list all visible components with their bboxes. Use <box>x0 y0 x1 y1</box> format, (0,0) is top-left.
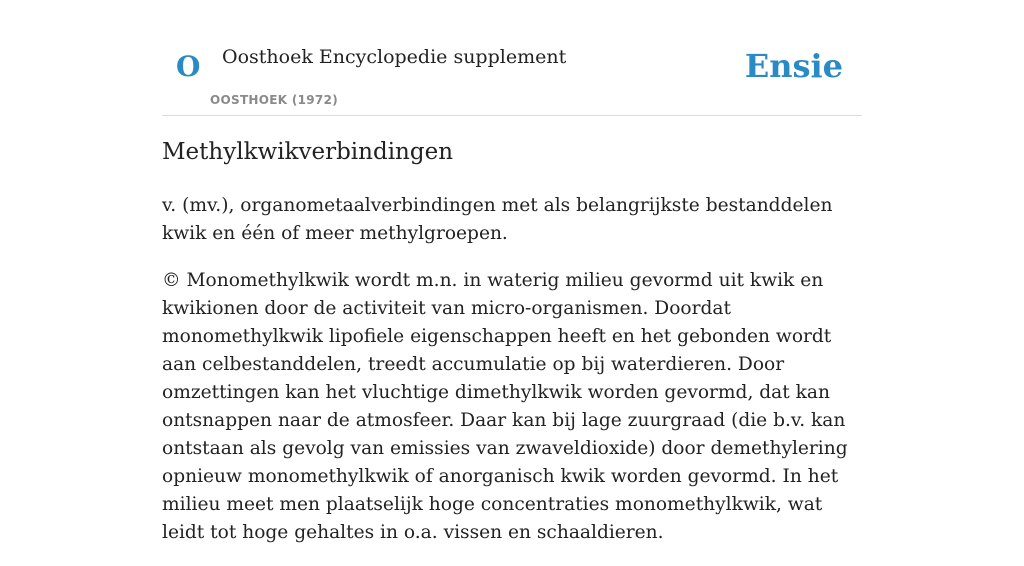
book-title-link[interactable]: Oosthoek Encyclopedie supplement <box>222 46 567 68</box>
page <box>162 0 862 543</box>
entry-paragraph: © Monomethylkwik wordt m.n. in waterig milieu gevormd uit kwik en kwikionen door de activiteit van micro-organismen. Doordat monomethylkwik lipofiele eigenschappen heeft en het gebonden wordt aan celbestanddelen, treedt accumulatie op bij waterdieren. Door omzettingen kan het vluchtige dimethylkwik worden gevormd, dat kan ontsnappen naar de atmosfeer. Daar kan bij lage zuurgraad (die b.v. kan ontstaan als gevolg van emissies van zwaveldioxide) door demethylering opnieuw monomethylkwik of anorganisch kwik worden gevormd. In het milieu meet men plaatselijk hoge concentraties monomethylkwik, wat leidt tot hoge gehaltes in o.a. vissen en schaaldieren. <box>162 270 848 543</box>
ensie-logo[interactable]: Ensie <box>744 47 843 85</box>
entry-paragraph: v. (mv.), organometaalverbindingen met als belangrijkste bestanddelen kwik en één of meer methylgroepen. <box>162 195 833 244</box>
header <box>162 0 862 116</box>
entry-content <box>162 192 864 566</box>
entry-title: Methylkwikverbindingen <box>162 139 454 165</box>
book-initial: O <box>176 50 201 83</box>
publisher-label: OOSTHOEK (1972) <box>210 93 339 107</box>
